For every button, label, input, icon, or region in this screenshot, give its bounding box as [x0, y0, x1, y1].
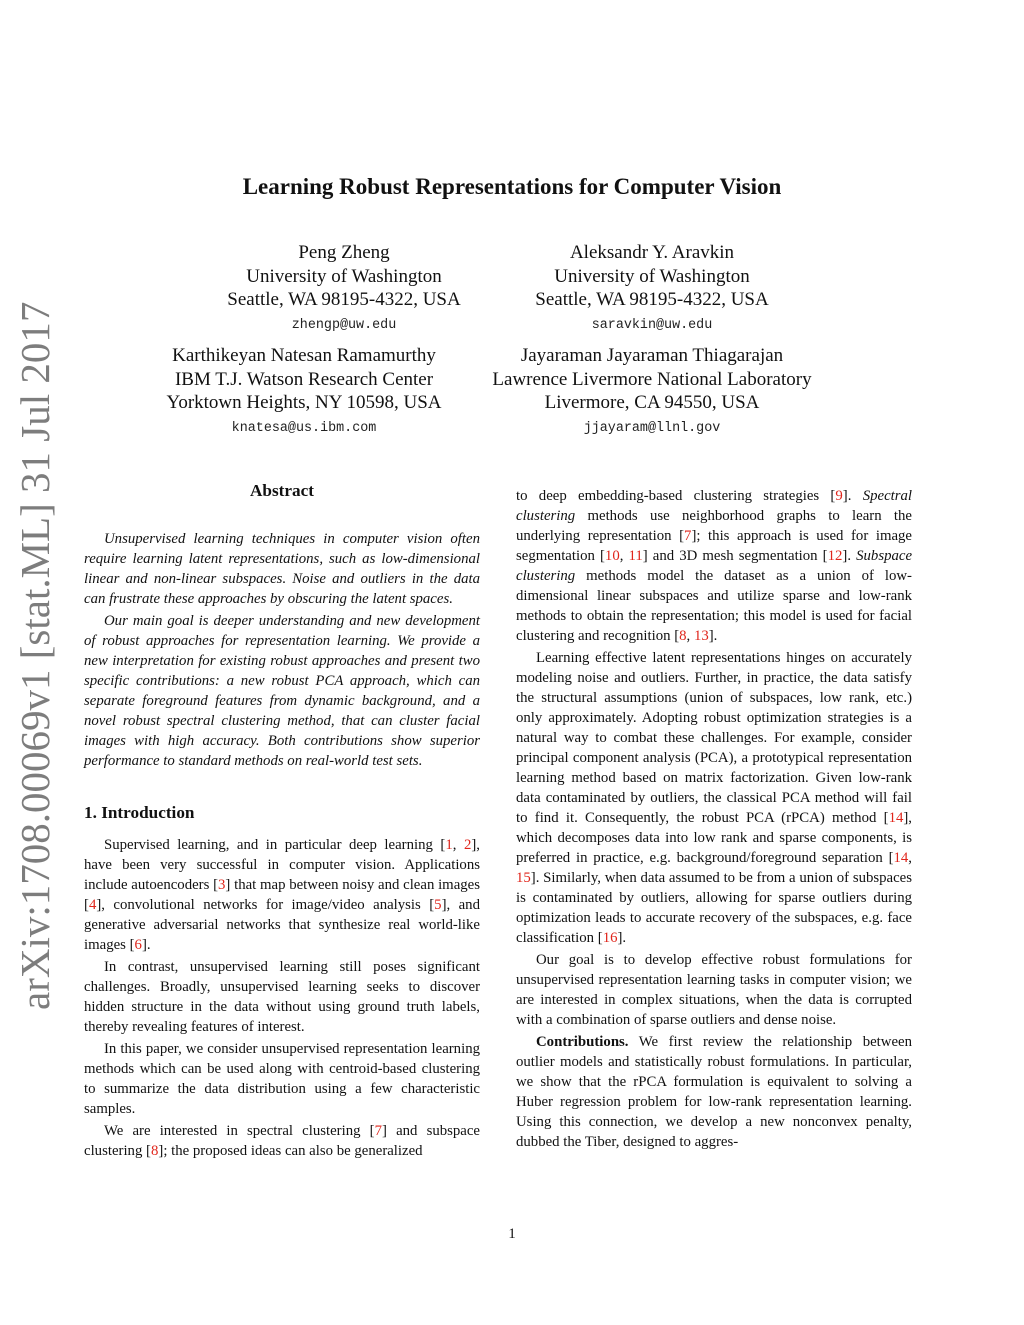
author-name: Karthikeyan Natesan Ramamurthy — [172, 345, 436, 366]
citation-link[interactable]: 10 — [604, 548, 620, 564]
term-emphasis: Spectral clustering — [516, 488, 913, 524]
citation-link[interactable]: 12 — [827, 548, 843, 564]
abstract-heading: Abstract — [250, 481, 314, 500]
citation-link[interactable]: 6 — [134, 937, 142, 953]
paper-title: Learning Robust Representations for Computer Vision — [242, 174, 782, 199]
citation-link[interactable]: 9 — [835, 488, 843, 504]
body-paragraph: Learning effective latent representations hinges on accurately modeling noise and outliers. Further, in practice, the data satisfy the structural assumptions (union of subspaces, low rank, etc.) only approximately. Adopting robust optimization strategies is a natural way to combat these challenges. For example, consider principal component analysis (PCA), a prototypical representation learning method based on matrix factorization. Given low-rank data contaminated by outliers, the classical PCA method will fail to find it. Consequently, the robust PCA (rPCA) method [14], which decomposes data into low rank and sparse components, is preferred in practice, e.g. background/foreground separation [14, 15]. Similarly, when data assumed to be from a union of subspaces is contaminated by outliers, allowing for sparse outliers during optimization leads to accurate recovery of the subspaces, e.g. face classification [16]. — [516, 650, 912, 946]
citation-link[interactable]: 7 — [684, 528, 692, 544]
contributions-paragraph: Contributions. We first review the relationship between outlier models and statistically robust formulations. In particular, we show that the rPCA formulation is equivalent to solving a Huber regression problem for low-rank representation learning. Using this connection, we develop a new nonconvex penalty, dubbed the Tiber, designed to aggres- — [516, 1034, 912, 1150]
citation-link[interactable]: 8 — [150, 1143, 159, 1159]
intro-paragraph: In this paper, we consider unsupervised representation learning methods which can be used along with centroid-based clustering to summarize the data distribution using a few characteristic samples. — [84, 1041, 480, 1117]
author-name: Aleksandr Y. Aravkin — [569, 242, 735, 263]
citation-link[interactable]: 13 — [693, 628, 709, 644]
author-affiliation: University of Washington — [554, 265, 750, 287]
author-email[interactable]: zhengp@uw.edu — [291, 317, 397, 333]
author-name: Jayaraman Jayaraman Thiagarajan — [520, 345, 784, 366]
citation-link[interactable]: 16 — [602, 930, 618, 946]
abstract-section — [84, 481, 480, 771]
citation-link[interactable]: 11 — [628, 548, 643, 564]
citation-link[interactable]: 4 — [88, 897, 97, 913]
page-number: 1 — [508, 1226, 516, 1242]
abstract-paragraph: Our main goal is deeper understanding and new development of robust approaches for representation learning. We provide a new interpretation for existing robust approaches and present two specific contributions: a new robust PCA approach, which can separate foreground features from dynamic background, and a novel robust spectral clustering method, that can cluster facial images with high accuracy. Both contributions show superior performance to standard methods on real-world test sets. — [84, 613, 480, 769]
author-email[interactable]: knatesa@us.ibm.com — [231, 420, 377, 436]
arxiv-stamp: arXiv:1708.00069v1 [stat.ML] 31 Jul 2017 — [12, 301, 58, 1010]
intro-paragraph: We are interested in spectral clustering [7] and subspace clustering [8]; the proposed ideas can also be generalized — [84, 1123, 480, 1159]
intro-paragraph: Supervised learning, and in particular deep learning [1, 2], have been very successful in computer vision. Applications include autoencoders [3] that map between noisy and clean images [4], convolutional networks for image/video analysis [5], and generative adversarial networks that synthesize real world-like images [6]. — [84, 837, 480, 953]
author-block-1 — [194, 241, 494, 340]
intro-paragraph: In contrast, unsupervised learning still poses significant challenges. Broadly, unsupervised learning seeks to discover hidden structure in the data without using ground truth labels, thereby revealing features of interest. — [84, 959, 480, 1035]
body-paragraph: to deep embedding-based clustering strategies [9]. Spectral clustering methods use neighborhood graphs to learn the underlying representation [7]; this approach is used for image segmentation [10, 11] and 3D mesh segmentation [12]. Subspace clustering methods model the dataset as a union of low-dimensional linear subspaces and utilize sparse and low-rank methods to obtain the representation; this model is used for facial clustering and recognition [8, 13]. — [516, 488, 913, 644]
citation-link[interactable]: 14 — [888, 810, 904, 826]
author-email[interactable]: jjayaram@llnl.gov — [583, 420, 721, 436]
author-address: Yorktown Heights, NY 10598, USA — [166, 392, 442, 413]
citation-link[interactable]: 1 — [445, 837, 453, 853]
author-affiliation: University of Washington — [246, 265, 442, 287]
citation-link[interactable]: 14 — [893, 850, 909, 866]
term-emphasis: Subspace clustering — [516, 548, 913, 584]
author-block-2 — [502, 241, 802, 340]
author-affiliation: Lawrence Livermore National Laboratory — [492, 368, 812, 390]
author-address: Seattle, WA 98195-4322, USA — [227, 289, 461, 310]
citation-link[interactable]: 7 — [374, 1123, 382, 1139]
author-email[interactable]: saravkin@uw.edu — [591, 317, 713, 333]
right-column — [516, 486, 912, 1152]
abstract-paragraph: Unsupervised learning techniques in computer vision often require learning latent representations, such as low-dimensional linear and non-linear subspaces. Noise and outliers in the data can frustrate these approaches by obscuring the latent spaces. — [84, 531, 480, 607]
citation-link[interactable]: 3 — [218, 877, 226, 893]
citation-link[interactable]: 2 — [463, 837, 472, 853]
body-paragraph: Our goal is to develop effective robust formulations for unsupervised representation learning tasks in computer vision; we are interested in complex situations, when the data is corrupted with a combination of sparse outliers and dense noise. — [516, 952, 912, 1028]
intro-heading: 1. Introduction — [84, 803, 195, 822]
author-address: Seattle, WA 98195-4322, USA — [535, 289, 769, 310]
citation-link[interactable]: 15 — [516, 870, 531, 886]
citation-link[interactable]: 5 — [434, 897, 442, 913]
left-column — [84, 481, 480, 1161]
citation-link[interactable]: 8 — [679, 628, 687, 644]
author-name: Peng Zheng — [298, 242, 390, 263]
contributions-run-in-heading: Contributions. — [536, 1034, 629, 1050]
author-block-4 — [482, 344, 822, 443]
author-affiliation: IBM T.J. Watson Research Center — [174, 368, 434, 390]
author-block-3 — [144, 344, 464, 443]
author-address: Livermore, CA 94550, USA — [544, 392, 760, 413]
